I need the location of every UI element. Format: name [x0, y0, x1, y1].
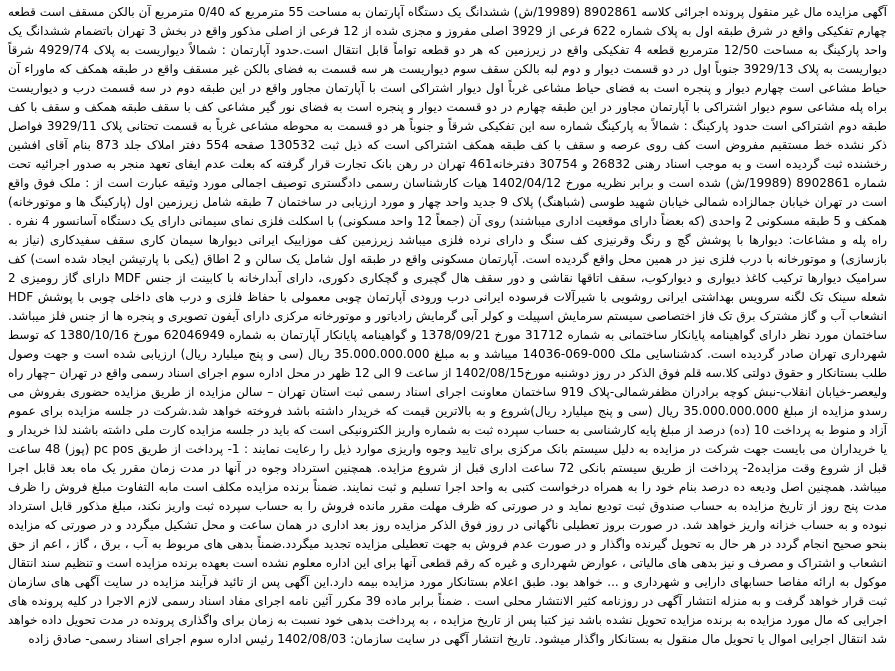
- auction-notice-text: آگهی مزایده مال غیر منقول پرونده اجرائی کلاسه 8902861 (19989/ش) ششدانگ یک دستگاه آپارتمان به مساحت 55 مترمربع که 0/40 مترمربع آن بالکن مسقف است قطعه چهارم تفکیکی واقع در شرق طبقه اول به پلاک شماره 622 فرعی از 3929 اصلی مفروز و مجزی شده از 12 فرعی از اصلی مذکور واقع در بخش 3 تهران باتضمام ششدانگ یک واحد پارکینگ به مساحت 12/50 مترمربع قطعه 4 تفکیکی واقع در زیرزمین که هر دو قطعه تواماً قابل انتقال است.حدود آپارتمان : شمالاً دیواریست به پلاک 4929/74 شرقاً دیواریست به پلاک 3929/13 جنوباً اول در دو قسمت دیوار و دوم لبه بالکن سقف سوم دیواریست هر سه قسمت به فضای بالکن غیر مسقف واقع در طبقه همکف که ماوراء آن حیاط مشاعی است چهارم دیوار و پنجره است به فضای حیاط مشاعی غرباً اول دیوار اشتراکی است با آپارتمان مجاور واقع در این طبقه دوم در سه قسمت درب و دیواریست براه پله مشاعی سوم دیوار اشتراکی با آپارتمان مجاور در این طبقه چهارم در دو قسمت دیوار و پنجره است به فضای نور گیر مشاعی کف با سقف طبقه همکف و سقف با کف طبقه دوم اشتراکی است حدود پارکینگ : شمالاً به پارکینگ شماره سه این تفکیکی شرقاً و جنوباً هر دو قسمت به محوطه مشاعی غرباً به قسمت تحتانی پلاک 3929/11 فواصل ذکر نشده خط مستقیم مفروض است کف روی عرصه و سقف با کف طبقه همکف اشتراکی است که ذیل ثبت 130532 صفحه 554 دفتر املاک جلد 873 بنام آقای افشین رخشنده ثبت گردیده است و به موجب اسناد رهنی 26832 و 30754 دفترخانه461 تهران در رهن بانک تجارت قرار گرفته که بعلت عدم ایفای تعهد منجر به صدور اجرائیه تحت شماره 8902861 (19989/ش) شده است و برابر نظریه مورخ 1402/04/12 هیات کارشناسان رسمی دادگستری توصیف اجمالی مورد وثیقه عبارت است از : ملک فوق واقع است در تهران خیابان جمالزاده شمالی خیابان شهید طوسی (شباهنگ) پلاک 9 جدید واحد چهار و مورد ارزیابی در ساختمان 7 طبقه شامل زیرزمین اول (پارکینگ ها و موتورخانه) همکف و 5 طبقه مسکونی 2 واحدی (که بعضاً دارای موقعیت اداری میباشند) روی آن (جمعاً 12 واحد مسکونی) با اسکلت فلزی نمای سیمانی دارای یک دستگاه آسانسور 4 نفره . راه پله و مشاعات: دیوارها با پوشش گچ و رنگ وقرنیزی کف سنگ و دارای نرده فلزی میباشد زیرزمین کف موزاییک ایرانی دیوارها سیمان کاری سقف سفیدکاری (نیاز به بازسازی) و موتورخانه با درب فلزی نیز در همین محل واقع گردیده است. آپارتمان مسکونی واقع در طبقه اول شامل یک سالن و 2 اطاق (یکی با پارتیشن ایجاد شده است) کف سرامیک دیوارها ترکیب کاغذ دیواری و دیوارکوب، سقف اتاقها نقاشی و دور سقف هال گچبری و گچکاری دکوری، دارای آبدارخانه با کابینت از جنس MDF دارای گاز رومیزی 2 شعله سینک تک لگنه سرویس بهداشتی ایرانی روشویی با شیرآلات فرسوده ایرانی درب ورودی آپارتمان چوبی معمولی با حفاظ فلزی و درب های داخلی چوبی با پوشش HDF انشعاب آب و گاز مشترک برق تک فاز اختصاصی سیستم سرمایش اسپیلت و کولر آبی گرمایش رادیاتور و موتورخانه مرکزی دارای آیفون تصویری و پنجره ها از جنس فلز میباشد. ساختمان مورد نظر دارای گواهینامه پایانکار ساختمانی به شماره 31712 مورخ 1378/09/21 و گواهینامه پایانکار آپارتمان به شماره 62046949 مورخ 1380/10/16 که توسط شهرداری تهران صادر گردیده است. کدشناسایی ملک 000-069-14036 میباشد و به مبلغ 35.000.000.000 ریال (سی و پنج میلیارد ریال) ارزیابی شده است و جهت وصول طلب بستانکار و حقوق دولتی کلا.سه قلم فوق الذکر در روز دوشنبه مورخ1402/08/15 از ساعت 9 الی 12 ظهر در محل اداره سوم اجرای اسناد رسمی واقع در تهران –چهار راه ولیعصر-خیابان انقلاب-نبش کوچه برادران مظفرشمالی-پلاک 919 ساختمان معاونت اجرای اسناد رسمی ثبت استان تهران – سالن مزایده از طریق مزایده حضوری بفروش می رسدو مزایده از مبلغ 35.000.000.000 ریال (سی و پنج میلیارد ریال)شروع و به بالاترین قیمت که خریدار داشته باشد فروخته خواهد شد.شرکت در جلسه مزایده برای عموم آزاد و منوط به پرداخت 10 (ده) درصد از مبلغ پایه کارشناسی به حساب سپرده ثبت به شماره واریز الکترونیکی است که باید در جلسه مزایده کارت ملی داشته باشند لذا خریدار و یا خریداران می بایست جهت شرکت در مزایده به دلیل سیستم بانک مرکزی برای تایید وجوه واریزی موارد ذیل را رعایت نمایند : 1- پرداخت از طریق pc pos (پوز) 48 ساعت قبل از شروع وقت مزایده2- پرداخت از طریق سیستم بانکی 72 ساعت اداری قبل از شروع مزایده. همچنین استرداد وجوه در آنها در مدت زمان مقرر یک ماه بعد قابل اجرا میباشد. همچنین اصل ودیعه ده درصد بنام خود را به همراه درخواست کتبی به واحد اجرا تسلیم و ثبت نمایند. ضمناً برنده مزایده مکلف است مابه التفاوت مبلغ فروش را ظرف مدت پنج روز از تاریخ مزایده به حساب صندوق ثبت تودیع نماید و در صورتی که ظرف مهلت مقرر مانده فروش را به حساب سپرده ثبت واریز نکند، مبلغ مذکور قابل استرداد نبوده و به حساب خزانه واریز خواهد شد. در صورت بروز تعطیلی ناگهانی در روز فوق الذکر مزایده روز بعد اداری در همان ساعت و محل تشکیل میگردد و در صورتی که مزایده بنحو صحیح انجام گردد در هر حال به تحویل گیرنده واگذار و در صورت عدم فروش به جهت تعطیلی مزایده تجدید میگردد.ضمناً بدهی های مربوط به آب ، برق ، گاز ، اعم از حق انشعاب و اشتراک و مصرف و نیز بدهی های مالیاتی ، عوارض شهرداری و غیره که رقم قطعی آنها برای این اداره معلوم نشده است بعهده برنده مزایده است و تنظیم سند انتقال موکول به ارائه مفاصا حسابهای دارایی و شهرداری و ... خواهد بود. طبق اعلام بستانکار مورد مزایده بیمه دارد.این آگهی پس از تائید فرآیند مزایده در سایت آگهی های سازمان ثبت قرار خواهد گرفت و به منزله انتشار آگهی در روزنامه کثیر الانتشار محلی است . ضمناً برابر ماده 39 مکرر آئین نامه اجرای مفاد اسناد رسمی لازم الاجرا در کلیه پرونده های اجرایی که مال مورد مزایده به برنده مزایده تحویل نشده باشد نیز کتبا پس از تاریخ مزایده ، به پرداخت بدهی خود نسبت به زمان برای واگذاری پرونده در مدت تحویل داده خواهد شد انتقال اجرایی اموال یا تحویل مال منقول به بستانکار واگذار میشود. تاریخ انتشار آگهی در سایت سازمان: 1402/08/03 رئیس اداره سوم اجرای اسناد رسمی- صادق زاده: [8, 5, 888, 646]
